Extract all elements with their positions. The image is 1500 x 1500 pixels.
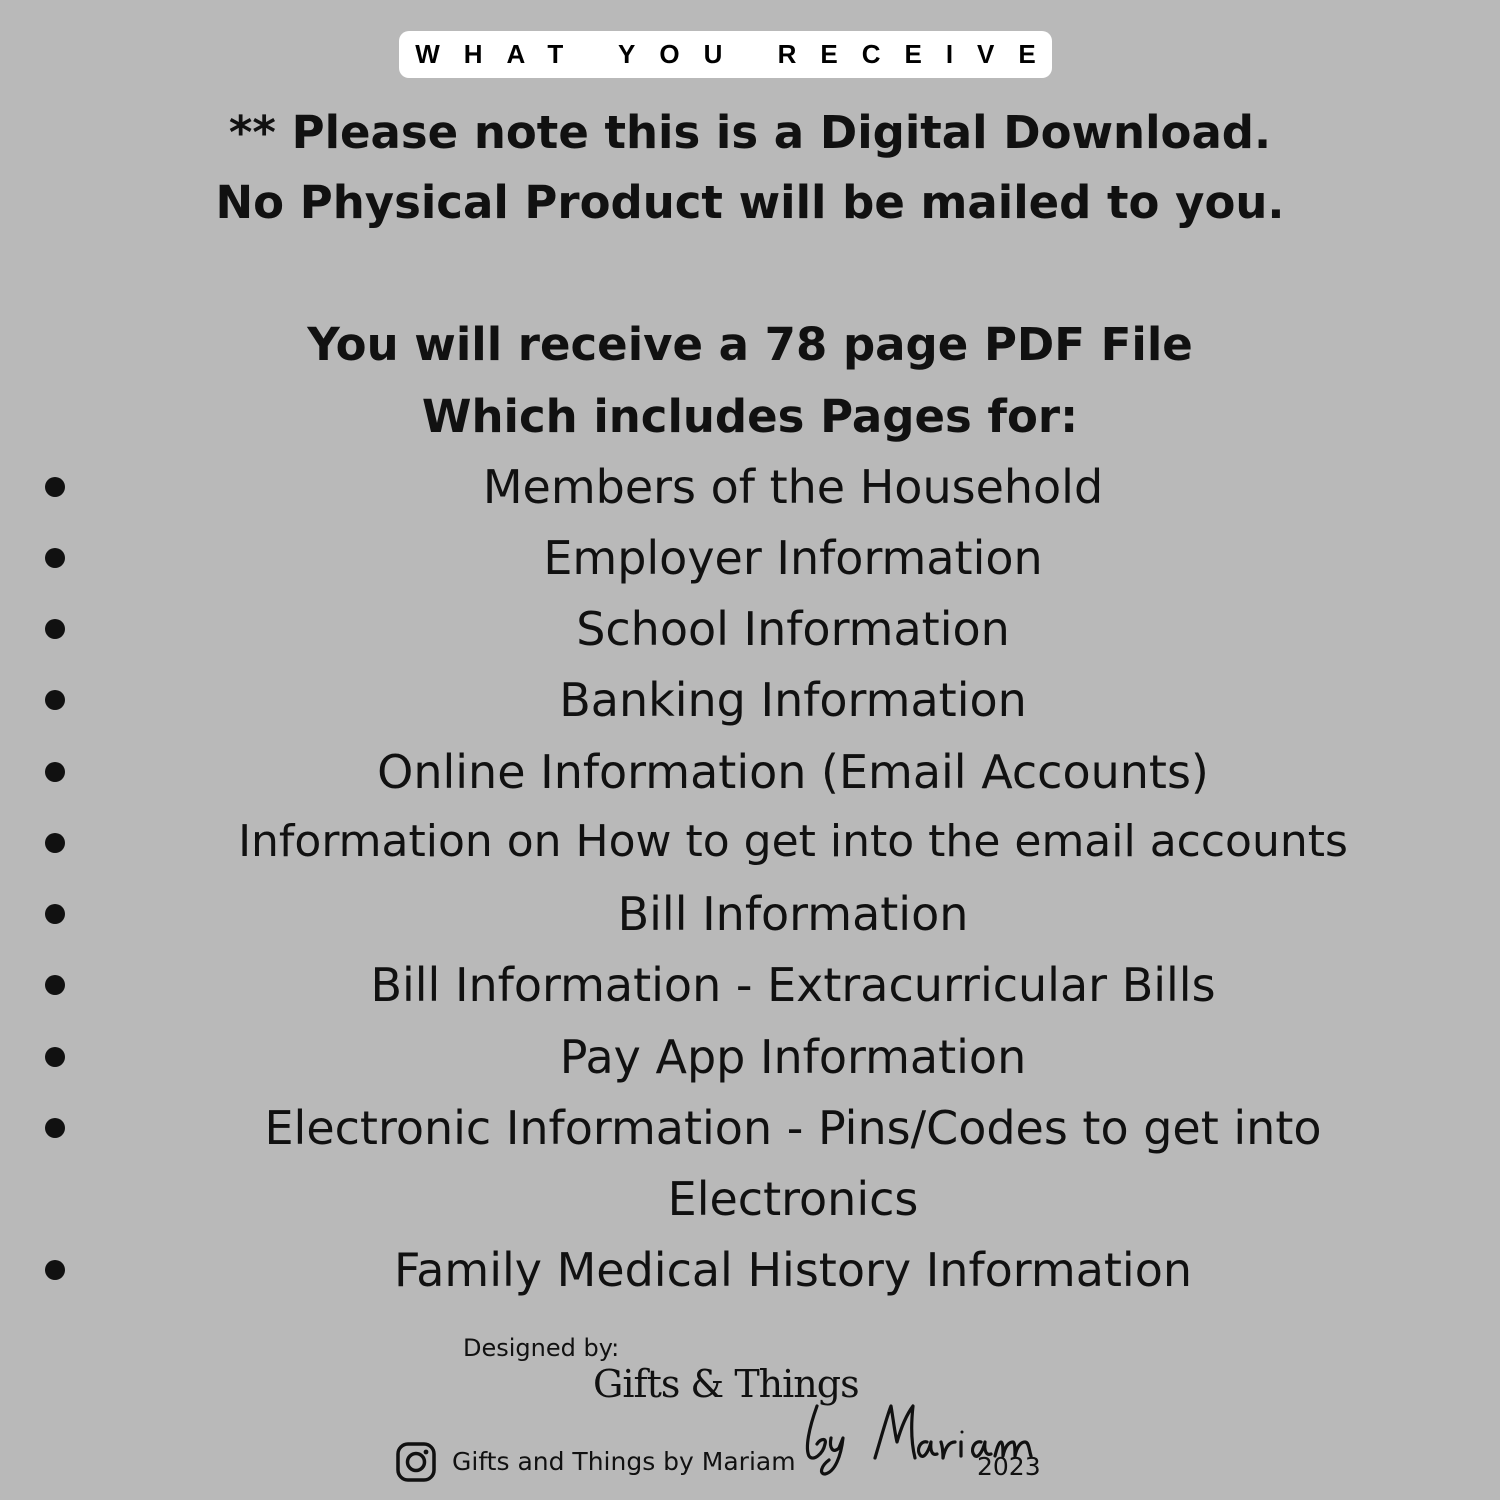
list-item: Bill Information - Extracurricular Bills	[370, 958, 1216, 1012]
bullet-icon	[45, 690, 65, 710]
instagram-icon	[395, 1441, 437, 1483]
instagram-handle: Gifts and Things by Mariam	[452, 1447, 796, 1476]
list-item: Family Medical History Information	[393, 1243, 1193, 1297]
bullet-icon	[45, 904, 65, 924]
bullet-icon	[45, 548, 65, 568]
notice-line-2: No Physical Product will be mailed to you.	[215, 176, 1285, 229]
list-item: Information on How to get into the email accounts	[238, 816, 1348, 867]
list-item: Banking Information	[559, 673, 1027, 727]
list-item: Members of the Household	[482, 460, 1104, 514]
header-pill	[399, 31, 1060, 78]
list-item: School Information	[576, 602, 1010, 656]
list-item-continuation: Electronics	[667, 1172, 919, 1226]
bullet-icon	[45, 1118, 65, 1138]
bullet-icon	[45, 477, 65, 497]
designed-by-label: Designed by:	[463, 1334, 620, 1362]
intro-line-2: Which includes Pages for:	[421, 390, 1079, 443]
bullet-icon	[45, 975, 65, 995]
list-item: Online Information (Email Accounts)	[377, 745, 1209, 799]
list-item: Electronic Information - Pins/Codes to get into	[264, 1101, 1322, 1155]
bullet-icon	[45, 619, 65, 639]
header-pill-label: WHAT YOU RECEIVE	[415, 39, 1060, 69]
brand-logo: Gifts & Things	[593, 1362, 859, 1406]
intro-line-1: You will receive a 78 page PDF File	[307, 318, 1193, 371]
year-label: 2023	[977, 1452, 1041, 1481]
bullet-icon	[45, 1260, 65, 1280]
notice-line-1: ** Please note this is a Digital Download.	[228, 106, 1272, 159]
list-item: Employer Information	[543, 531, 1043, 585]
bullet-icon	[45, 1047, 65, 1067]
bullet-icon	[45, 762, 65, 782]
list-item: Pay App Information	[559, 1030, 1027, 1084]
list-item: Bill Information	[617, 887, 969, 941]
bullet-icon	[45, 833, 65, 853]
